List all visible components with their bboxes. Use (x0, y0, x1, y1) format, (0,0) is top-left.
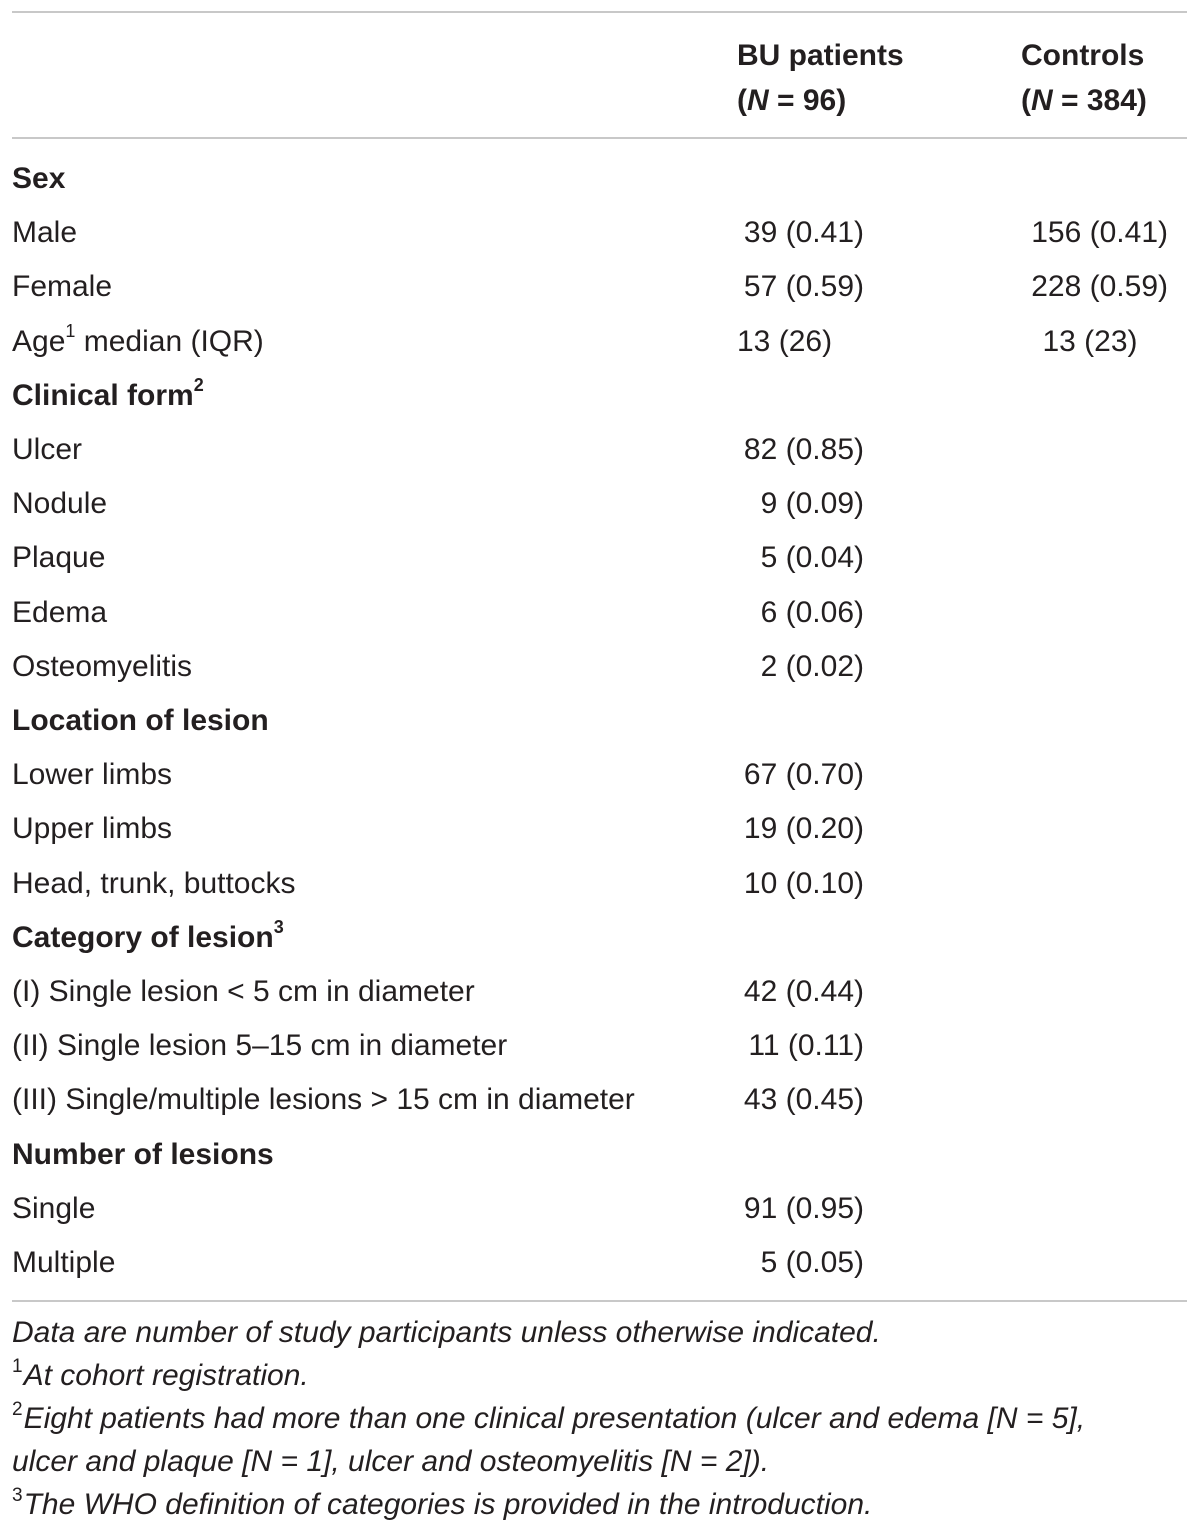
cell-bu-patients: 13 (26) (737, 324, 833, 358)
footnote: ulcer and plaque [N = 1], ulcer and osteomyelitis [N = 2]). (12, 1445, 770, 1478)
table-row (0, 423, 1200, 477)
row-label: Age$^1$ median (IQR) (12, 320, 264, 358)
cell-bu-patients: 19 (0.20) (743, 812, 864, 846)
row-label: Ulcer (12, 433, 83, 466)
table-row (0, 477, 1200, 531)
cell-bu-patients: 9 (0.09) (760, 487, 864, 521)
cell-bu-patients: 91 (0.95) (743, 1191, 864, 1225)
footnote-marker: 2 (193, 374, 204, 395)
column-header-bu-line1: BU patients (737, 39, 904, 72)
cell-bu-patients: 11 (0.11) (748, 1029, 864, 1063)
top-rule (12, 11, 1187, 13)
column-header-bu-line2: (N = 96) (737, 84, 847, 117)
table-row (0, 748, 1200, 802)
table-row (0, 586, 1200, 640)
footnote-marker: 1 (12, 1356, 23, 1377)
row-label: Single (12, 1191, 96, 1225)
cell-bu-patients: 42 (0.44) (743, 975, 864, 1008)
row-label: Lower limbs (12, 758, 173, 792)
header-rule (12, 137, 1187, 139)
column-header-bu-patients (737, 33, 904, 123)
cell-bu-patients: 5 (0.04) (760, 541, 864, 575)
row-label: Nodule (12, 487, 108, 521)
cell-controls: 156 (0.41) (1031, 216, 1168, 250)
row-label: Upper limbs (12, 812, 173, 846)
section-label: Sex (12, 162, 66, 195)
footnote: $^2$Eight patients had more than one clinical presentation (ulcer and edema [N = 5], (12, 1399, 1086, 1435)
bottom-rule (12, 1300, 1187, 1302)
row-label: (II) Single lesion 5–15 cm in diameter (12, 1029, 508, 1063)
table-row (0, 965, 1200, 1019)
row-label: (I) Single lesion < 5 cm in diameter (12, 975, 475, 1008)
section-header-row (0, 152, 1200, 206)
row-label: Plaque (12, 541, 106, 575)
footnote-marker: 2 (12, 1399, 23, 1420)
table-row (0, 857, 1200, 911)
table-row (0, 1073, 1200, 1127)
section-header-row (0, 1128, 1200, 1182)
row-label: Edema (12, 595, 108, 629)
footnote: $^3$The WHO definition of categories is provided in the introduction. (12, 1485, 873, 1521)
row-label: (III) Single/multiple lesions > 15 cm in diameter (12, 1083, 635, 1117)
section-label: Location of lesion (12, 704, 269, 737)
table-row (0, 206, 1200, 260)
table-row (0, 315, 1200, 369)
footnote-marker: 1 (65, 320, 76, 341)
section-header-row (0, 911, 1200, 965)
cell-bu-patients: 39 (0.41) (743, 216, 864, 250)
table-row (0, 531, 1200, 585)
row-label: Multiple (12, 1246, 116, 1279)
row-label: Head, trunk, buttocks (12, 866, 296, 900)
cell-bu-patients: 10 (0.10) (743, 866, 864, 900)
table-row (0, 1236, 1200, 1290)
cell-bu-patients: 67 (0.70) (743, 758, 864, 792)
table-row (0, 1019, 1200, 1073)
section-header-row (0, 694, 1200, 748)
table-row (0, 640, 1200, 694)
footnote-marker: 3 (12, 1485, 23, 1506)
cell-bu-patients: 2 (0.02) (760, 649, 864, 683)
cell-bu-patients: 5 (0.05) (760, 1246, 864, 1279)
cell-controls: 228 (0.59) (1031, 270, 1168, 304)
section-label: Category of lesion$^3$ (12, 916, 284, 954)
column-header-controls-line2: (N = 384) (1021, 84, 1147, 117)
table-row (0, 260, 1200, 314)
column-header-controls-line1: Controls (1021, 39, 1145, 72)
cell-bu-patients: 82 (0.85) (743, 433, 864, 466)
footnote: $^1$At cohort registration. (12, 1356, 309, 1392)
cell-bu-patients: 57 (0.59) (743, 270, 864, 304)
column-header-controls (1021, 33, 1147, 123)
table-row (0, 1182, 1200, 1236)
cell-bu-patients: 6 (0.06) (760, 595, 864, 629)
section-header-row (0, 369, 1200, 423)
cell-bu-patients: 43 (0.45) (743, 1083, 864, 1117)
row-label: Male (12, 216, 78, 250)
row-label: Osteomyelitis (12, 649, 193, 683)
section-label: Number of lesions (12, 1137, 274, 1171)
section-label: Clinical form$^2$ (12, 374, 204, 412)
table-row (0, 802, 1200, 856)
footnote-marker: 3 (273, 916, 284, 937)
row-label: Female (12, 270, 113, 304)
table-footnotes (12, 1311, 1192, 1526)
footnote: Data are number of study participants unless otherwise indicated. (12, 1316, 881, 1349)
cell-controls: 13 (23) (1042, 324, 1138, 358)
